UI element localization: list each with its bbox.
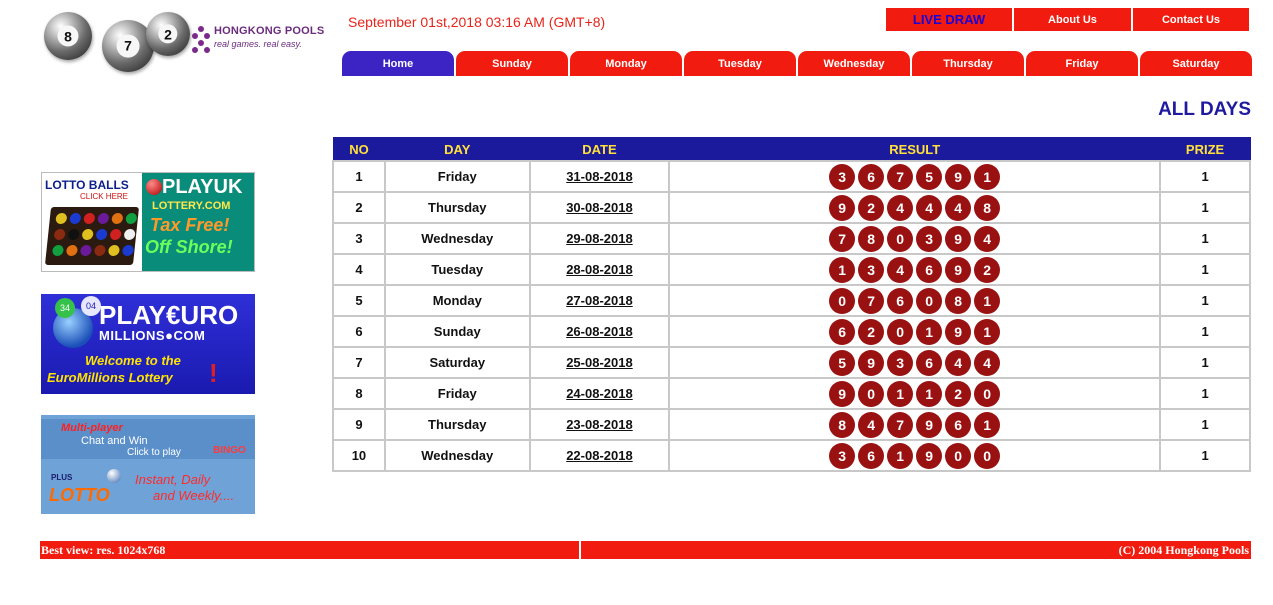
result-balls [829, 350, 1000, 376]
result-ball: 6 [887, 288, 913, 314]
row-prize: 1 [1160, 347, 1250, 378]
header-date: DATE [530, 138, 670, 162]
result-ball: 4 [887, 195, 913, 221]
result-ball: 3 [829, 164, 855, 190]
result-ball: 9 [829, 381, 855, 407]
brand-block [190, 22, 325, 58]
result-ball: 6 [916, 350, 942, 376]
result-balls [829, 195, 1000, 221]
result-ball: 9 [829, 195, 855, 221]
result-ball: 8 [945, 288, 971, 314]
row-date-link[interactable]: 25-08-2018 [530, 347, 670, 378]
result-balls [829, 381, 1000, 407]
tab-sunday[interactable]: Sunday [456, 51, 568, 76]
result-ball: 3 [829, 443, 855, 469]
tab-friday[interactable]: Friday [1026, 51, 1138, 76]
header-result: RESULT [669, 138, 1160, 162]
result-ball: 4 [974, 350, 1000, 376]
lotto-balls-ad[interactable] [42, 173, 142, 272]
live-draw-button[interactable]: LIVE DRAW [886, 8, 1014, 31]
result-ball: 0 [887, 319, 913, 345]
row-no: 7 [333, 347, 385, 378]
ball-34-icon: 34 [55, 298, 75, 318]
brand-dots-icon [190, 26, 212, 54]
row-result [669, 378, 1160, 409]
result-ball: 1 [916, 319, 942, 345]
row-result [669, 254, 1160, 285]
footer-copyright: (C) 2004 Hongkong Pools [581, 541, 1251, 559]
page-title: ALL DAYS [1158, 99, 1251, 120]
row-prize: 1 [1160, 285, 1250, 316]
result-ball: 9 [858, 350, 884, 376]
table-row [333, 254, 1250, 285]
result-ball: 6 [916, 257, 942, 283]
row-no: 2 [333, 192, 385, 223]
ball-04-icon: 04 [81, 296, 101, 316]
results-table [332, 137, 1251, 472]
plus-lotto-bingo-ad[interactable] [41, 415, 255, 514]
lotto-balls-title: LOTTO BALLS [45, 178, 129, 192]
euro-domain: MILLIONS●COM [99, 328, 206, 343]
euro-lottery-name: EuroMillions Lottery [47, 370, 173, 385]
row-prize: 1 [1160, 409, 1250, 440]
result-ball: 4 [945, 195, 971, 221]
result-ball: 2 [858, 195, 884, 221]
footer-best-view: Best view: res. 1024x768 [40, 541, 579, 559]
row-result [669, 440, 1160, 471]
header-day: DAY [385, 138, 530, 162]
euro-title: PLAY€URO [99, 300, 239, 330]
row-no: 1 [333, 161, 385, 192]
row-result [669, 316, 1160, 347]
result-ball: 7 [858, 288, 884, 314]
row-date-link[interactable]: 27-08-2018 [530, 285, 670, 316]
row-date-link[interactable]: 23-08-2018 [530, 409, 670, 440]
contact-us-button[interactable]: Contact Us [1133, 8, 1251, 31]
result-balls [829, 443, 1000, 469]
result-ball: 0 [974, 443, 1000, 469]
instant-daily-text: Instant, Daily [135, 472, 211, 487]
result-ball: 1 [887, 443, 913, 469]
play-uk-title: PLAYUK [162, 176, 243, 198]
row-result [669, 161, 1160, 192]
row-no: 10 [333, 440, 385, 471]
result-ball: 1 [974, 412, 1000, 438]
result-ball: 3 [887, 350, 913, 376]
row-prize: 1 [1160, 254, 1250, 285]
result-ball: 6 [858, 443, 884, 469]
result-ball: 0 [916, 288, 942, 314]
about-us-button[interactable]: About Us [1014, 8, 1133, 31]
result-ball: 8 [974, 195, 1000, 221]
row-day: Friday [385, 378, 530, 409]
euro-welcome: Welcome to the [85, 353, 181, 368]
result-ball: 1 [974, 319, 1000, 345]
result-ball: 1 [887, 381, 913, 407]
bingo-label: BINGO [213, 445, 246, 456]
result-ball: 5 [916, 164, 942, 190]
result-ball: 7 [829, 226, 855, 252]
bingo-multiplayer: Multi-player [61, 422, 123, 434]
row-date-link[interactable]: 26-08-2018 [530, 316, 670, 347]
result-ball: 0 [974, 381, 1000, 407]
play-uk-domain: LOTTERY.COM [152, 200, 231, 212]
tab-saturday[interactable]: Saturday [1140, 51, 1252, 76]
play-uk-tax-free: Tax Free! [150, 215, 230, 235]
result-balls [829, 412, 1000, 438]
lotto-ball-icon [107, 469, 121, 483]
result-balls [829, 164, 1000, 190]
result-ball: 9 [916, 412, 942, 438]
row-no: 5 [333, 285, 385, 316]
row-day: Wednesday [385, 440, 530, 471]
result-ball: 9 [945, 319, 971, 345]
logo-ball-8: 8 [44, 12, 92, 60]
table-row [333, 316, 1250, 347]
ball-tray-icon [45, 207, 139, 265]
lotto-balls-playuk-ad[interactable] [41, 172, 255, 272]
result-ball: 2 [974, 257, 1000, 283]
row-day: Monday [385, 285, 530, 316]
row-date-link[interactable]: 29-08-2018 [530, 223, 670, 254]
row-day: Tuesday [385, 254, 530, 285]
header-no: NO [333, 138, 385, 162]
bingo-click-to-play: Click to play [127, 447, 181, 458]
result-ball: 4 [916, 195, 942, 221]
result-ball: 6 [945, 412, 971, 438]
row-result [669, 223, 1160, 254]
plus-label: PLUS [51, 473, 73, 482]
table-row [333, 409, 1250, 440]
lotto-balls-click: CLICK HERE [80, 192, 129, 201]
play-euro-millions-ad[interactable] [41, 294, 255, 394]
row-prize: 1 [1160, 378, 1250, 409]
euro-exclamation: ! [209, 358, 218, 388]
row-date-link[interactable]: 30-08-2018 [530, 192, 670, 223]
row-date-link[interactable]: 28-08-2018 [530, 254, 670, 285]
and-weekly-text: and Weekly.... [153, 488, 235, 503]
result-balls [829, 288, 1000, 314]
result-ball: 0 [829, 288, 855, 314]
result-balls [829, 257, 1000, 283]
row-prize: 1 [1160, 440, 1250, 471]
tab-tuesday[interactable]: Tuesday [684, 51, 796, 76]
row-day: Thursday [385, 192, 530, 223]
row-no: 6 [333, 316, 385, 347]
day-tabs [342, 51, 1254, 76]
row-day: Wednesday [385, 223, 530, 254]
row-no: 8 [333, 378, 385, 409]
result-ball: 9 [945, 226, 971, 252]
row-prize: 1 [1160, 316, 1250, 347]
row-day: Sunday [385, 316, 530, 347]
row-result [669, 347, 1160, 378]
row-date-link[interactable]: 24-08-2018 [530, 378, 670, 409]
table-row [333, 161, 1250, 192]
bingo-chat-win: Chat and Win [81, 435, 148, 447]
result-ball: 2 [945, 381, 971, 407]
result-ball: 7 [887, 164, 913, 190]
result-ball: 4 [974, 226, 1000, 252]
row-prize: 1 [1160, 223, 1250, 254]
result-balls [829, 226, 1000, 252]
result-ball: 9 [945, 164, 971, 190]
table-header-row [333, 138, 1250, 162]
result-ball: 2 [858, 319, 884, 345]
row-result [669, 285, 1160, 316]
row-no: 3 [333, 223, 385, 254]
result-ball: 4 [858, 412, 884, 438]
header-prize: PRIZE [1160, 138, 1250, 162]
play-uk-offshore: Off Shore! [145, 237, 233, 257]
row-result [669, 192, 1160, 223]
tab-monday[interactable]: Monday [570, 51, 682, 76]
row-result [669, 409, 1160, 440]
row-prize: 1 [1160, 192, 1250, 223]
result-balls [829, 319, 1000, 345]
result-ball: 0 [858, 381, 884, 407]
row-no: 9 [333, 409, 385, 440]
result-ball: 6 [829, 319, 855, 345]
result-ball: 9 [916, 443, 942, 469]
tab-thursday[interactable]: Thursday [912, 51, 1024, 76]
result-ball: 5 [829, 350, 855, 376]
result-ball: 0 [945, 443, 971, 469]
row-prize: 1 [1160, 161, 1250, 192]
row-date-link[interactable]: 31-08-2018 [530, 161, 670, 192]
result-ball: 1 [974, 288, 1000, 314]
table-row [333, 192, 1250, 223]
result-ball: 7 [887, 412, 913, 438]
red-ball-icon [146, 179, 162, 195]
row-no: 4 [333, 254, 385, 285]
row-date-link[interactable]: 22-08-2018 [530, 440, 670, 471]
result-ball: 8 [858, 226, 884, 252]
table-row [333, 440, 1250, 471]
brand-tagline: real games. real easy. [214, 39, 302, 49]
table-row [333, 285, 1250, 316]
brand-name: HONGKONG POOLS [214, 25, 325, 37]
result-ball: 4 [945, 350, 971, 376]
tab-wednesday[interactable]: Wednesday [798, 51, 910, 76]
result-ball: 3 [858, 257, 884, 283]
tab-home[interactable]: Home [342, 51, 454, 76]
result-ball: 1 [974, 164, 1000, 190]
table-row [333, 347, 1250, 378]
row-day: Friday [385, 161, 530, 192]
result-ball: 8 [829, 412, 855, 438]
result-ball: 0 [887, 226, 913, 252]
table-row [333, 378, 1250, 409]
result-ball: 3 [916, 226, 942, 252]
play-uk-lottery-ad[interactable] [142, 173, 255, 272]
result-ball: 4 [887, 257, 913, 283]
row-day: Thursday [385, 409, 530, 440]
site-logo[interactable] [40, 8, 325, 78]
logo-ball-2: 2 [146, 12, 190, 56]
logo-ball-7: 7 [102, 20, 154, 72]
lotto-label: LOTTO [49, 485, 110, 505]
result-ball: 1 [829, 257, 855, 283]
result-ball: 1 [916, 381, 942, 407]
current-datetime: September 01st,2018 03:16 AM (GMT+8) [348, 14, 606, 30]
result-ball: 9 [945, 257, 971, 283]
row-day: Saturday [385, 347, 530, 378]
result-ball: 6 [858, 164, 884, 190]
table-row [333, 223, 1250, 254]
